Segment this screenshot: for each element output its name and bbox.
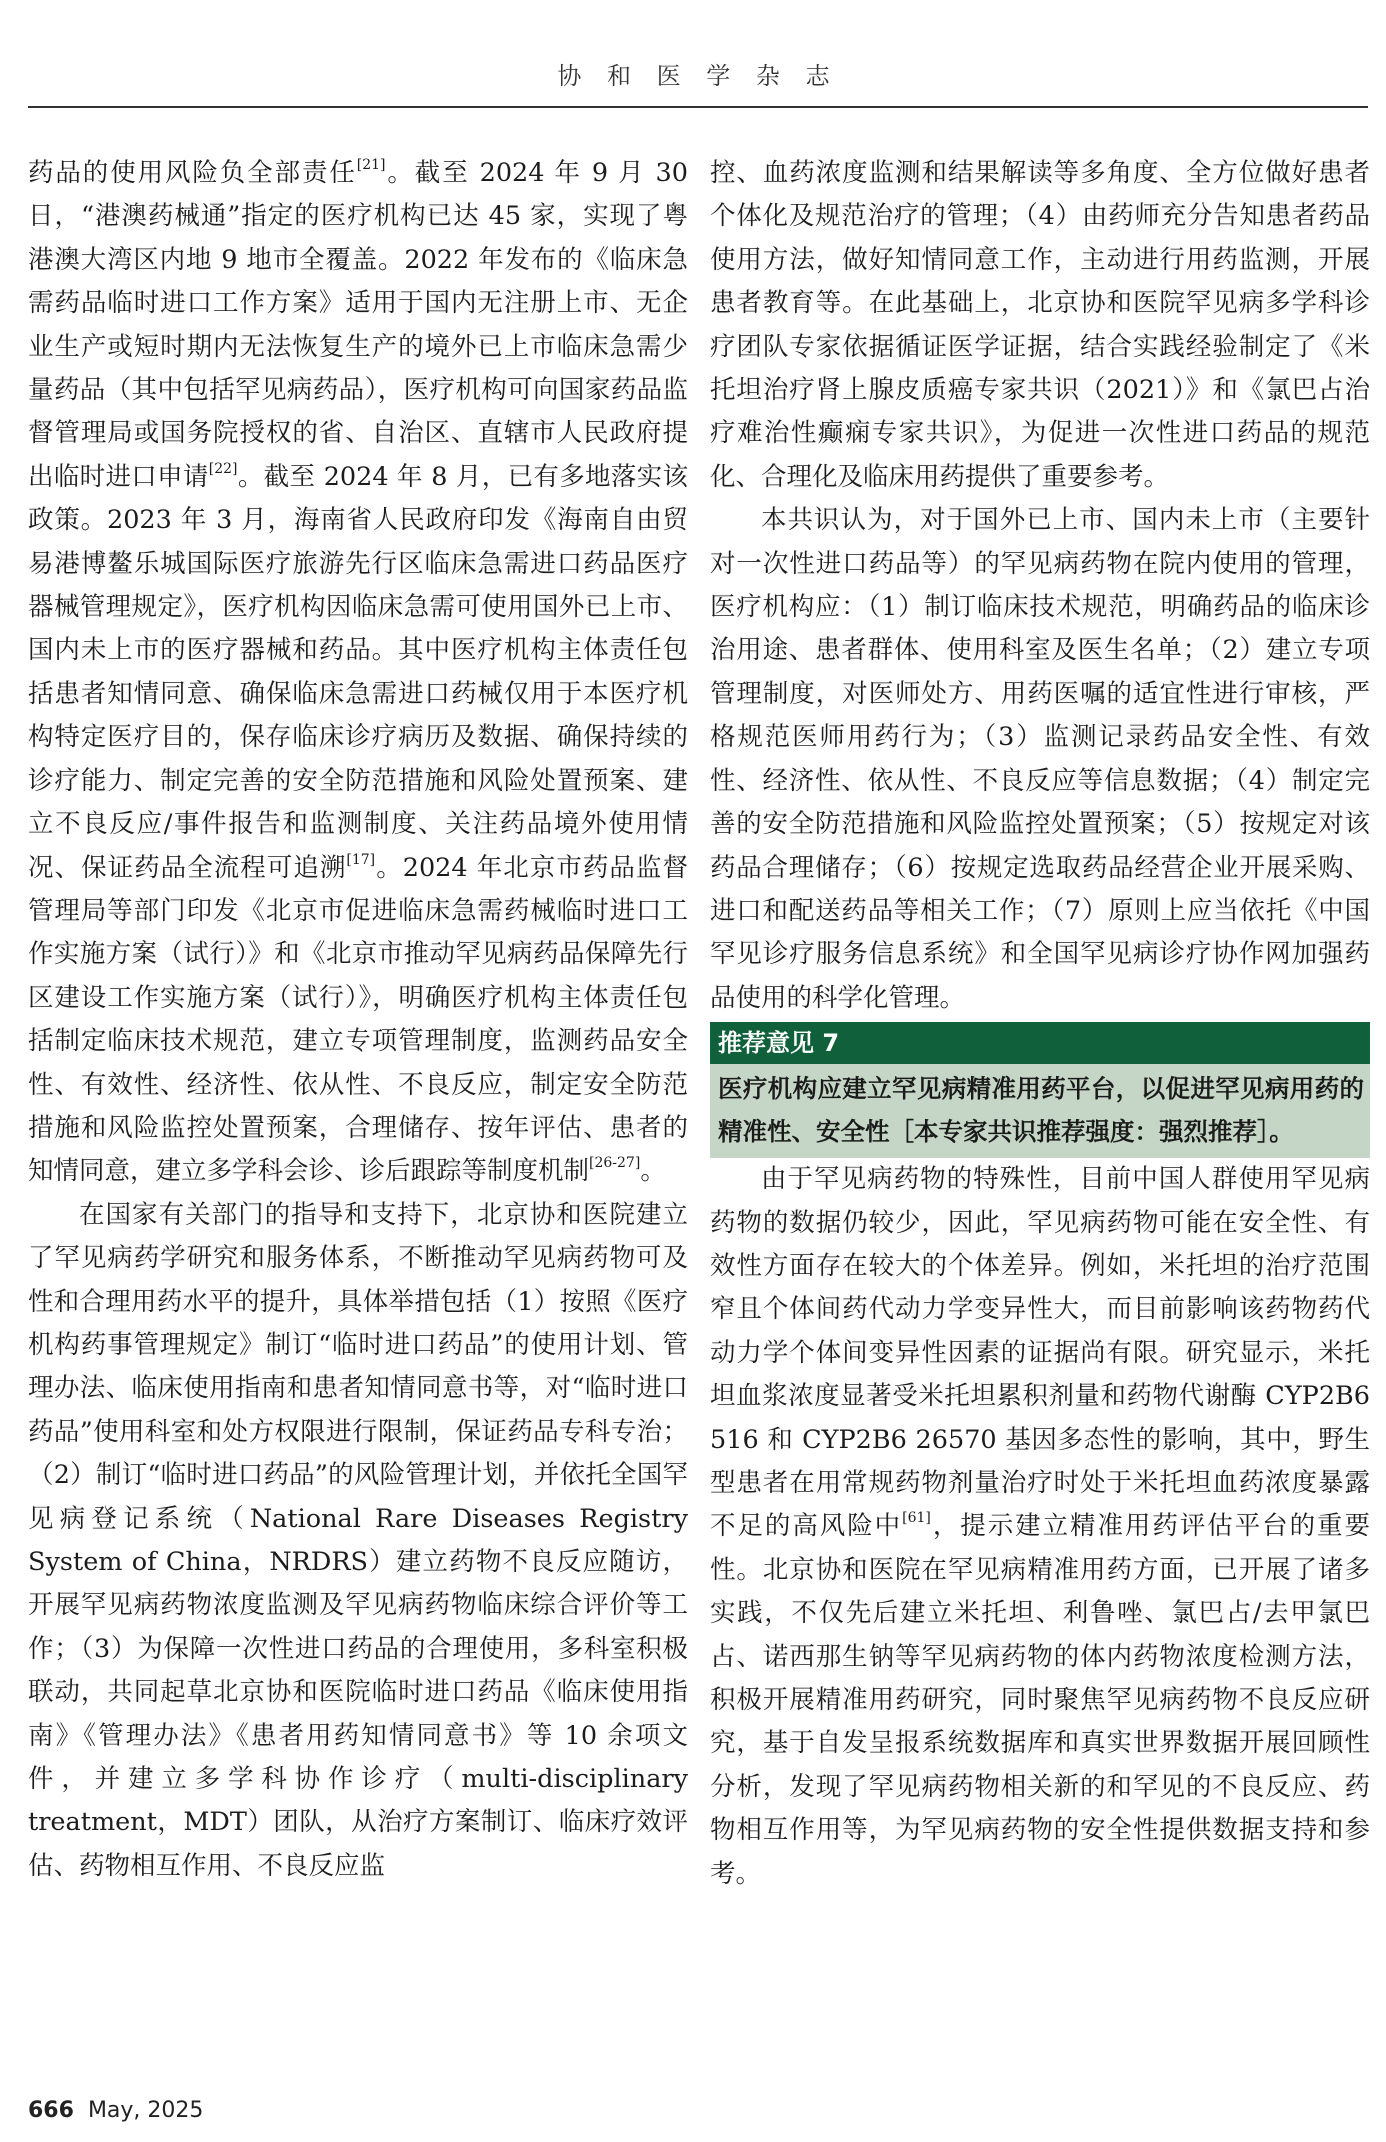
issue-date: May, 2025 [87, 2098, 204, 2123]
journal-title: 协 和 医 学 杂 志 [557, 62, 839, 90]
citation-22: [22] [208, 460, 238, 477]
recommendation-body: 医疗机构应建立罕见病精准用药平台，以促进罕见病用药的精准性、安全性［本专家共识推荐强度：强烈推荐］。 [718, 1074, 1364, 1147]
page-header [28, 0, 1368, 108]
page-number: 666 [28, 2098, 74, 2123]
right-column [710, 152, 1370, 1896]
citation-26-27: [26-27] [589, 1155, 641, 1172]
citation-17: [17] [346, 851, 376, 868]
recommendation-title: 推荐意见 7 [710, 1022, 1370, 1064]
left-paragraph-2: 在国家有关部门的指导和支持下，北京协和医院建立了罕见病药学研究和服务体系，不断推动罕见病药物可及性和合理用药水平的提升，具体举措包括（1）按照《医疗机构药事管理规定》制订“临时进口药品”的使用计划、管理办法、临床使用指南和患者知情同意书等，对“临时进口药品”使用科室和处方权限进行限制，保证药品专科专治；（2）制订“临时进口药品”的风险管理计划，并依托全国罕见病登记系统（National Rare Diseases Registry System of China，NRDRS）建立药物不良反应随访，开展罕见病药物浓度监测及罕见病药物临床综合评价等工作；（3）为保障一次性进口药品的合理使用，多科室积极联动，共同起草北京协和医院临时进口药品《临床使用指南》《管理办法》《患者用药知情同意书》等 10 余项文件，并建立多学科协作诊疗（multi-disciplinary treatment，MDT）团队，从治疗方案制订、临床疗效评估、药物相互作用、不良反应监 [28, 1199, 688, 1881]
left-paragraph-1: 药品的使用风险负全部责任[21]。截至 2024 年 9 月 30 日，“港澳药械通”指定的医疗机构已达 45 家，实现了粤港澳大湾区内地 9 地市全覆盖。2022 年发布的《临床急需药品临时进口工作方案》适用于国内无注册上市、无企业生产或短时期内无法恢复生产的境外已上市临床急需少量药品（其中包括罕见病药品），医疗机构可向国家药品监督管理局或国务院授权的省、自治区、直辖市人民政府提出临时进口申请[22]。截至 2024 年 8 月，已有多地落实该政策。2023 年 3 月，海南省人民政府印发《海南自由贸易港博鳌乐城国际医疗旅游先行区临床急需进口药品医疗器械管理规定》，医疗机构因临床急需可使用国外已上市、国内未上市的医疗器械和药品。其中医疗机构主体责任包括患者知情同意、确保临床急需进口药械仅用于本医疗机构特定医疗目的，保存临床诊疗病历及数据、确保持续的诊疗能力、制定完善的安全防范措施和风险处置预案、建立不良反应/事件报告和监测制度、关注药品境外使用情况、保证药品全流程可追溯[17]。2024 年北京市药品监督管理局等部门印发《北京市促进临床急需药械临时进口工作实施方案（试行）》和《北京市推动罕见病药品保障先行区建设工作实施方案（试行）》，明确医疗机构主体责任包括制定临床技术规范，建立专项管理制度，监测药品安全性、有效性、经济性、依从性、不良反应，制定安全防范措施和风险监控处置预案，合理储存、按年评估、患者的知情同意，建立多学科会诊、诊后跟踪等制度机制[26-27]。 [28, 157, 688, 1187]
citation-61: [61] [902, 1510, 931, 1527]
right-paragraph-1: 控、血药浓度监测和结果解读等多角度、全方位做好患者个体化及规范治疗的管理；（4）由药师充分告知患者药品使用方法，做好知情同意工作，主动进行用药监测，开展患者教育等。在此基础上，北京协和医院罕见病多学科诊疗团队专家依据循证医学证据，结合实践经验制定了《米托坦治疗肾上腺皮质癌专家共识（2021）》和《氯巴占治疗难治性癫痫专家共识》，为促进一次性进口药品的规范化、合理化及临床用药提供了重要参考。 [710, 158, 1370, 492]
citation-21: [21] [356, 157, 386, 173]
recommendation-box [710, 1022, 1370, 1158]
page-footer [28, 2098, 203, 2123]
right-paragraph-2: 本共识认为，对于国外已上市、国内未上市（主要针对一次性进口药品等）的罕见病药物在院内使用的管理，医疗机构应：（1）制订临床技术规范，明确药品的临床诊治用途、患者群体、使用科室及医生名单；（2）建立专项管理制度，对医师处方、用药医嘱的适宜性进行审核，严格规范医师用药行为；（3）监测记录药品安全性、有效性、经济性、依从性、不良反应等信息数据；（4）制定完善的安全防范措施和风险监控处置预案；（5）按规定对该药品合理储存；（6）按规定选取药品经营企业开展采购、进口和配送药品等相关工作；（7）原则上应当依托《中国罕见诊疗服务信息系统》和全国罕见病诊疗协作网加强药品使用的科学化管理。 [710, 505, 1370, 1013]
left-column [28, 152, 688, 1888]
right-paragraph-3: 由于罕见病药物的特殊性，目前中国人群使用罕见病药物的数据仍较少，因此，罕见病药物可能在安全性、有效性方面存在较大的个体差异。例如，米托坦的治疗范围窄且个体间药代动力学变异性大，而目前影响该药物药代动力学个体间变异性因素的证据尚有限。研究显示，米托坦血浆浓度显著受米托坦累积剂量和药物代谢酶 CYP2B6 516 和 CYP2B6 26570 基因多态性的影响，其中，野生型患者在用常规药物剂量治疗时处于米托坦血药浓度暴露不足的高风险中[61]，提示建立精准用药评估平台的重要性。北京协和医院在罕见病精准用药方面，已开展了诸多实践，不仅先后建立米托坦、利鲁唑、氯巴占/去甲氯巴占、诺西那生钠等罕见病药物的体内药物浓度检测方法，积极开展精准用药研究，同时聚焦罕见病药物不良反应研究，基于自发呈报系统数据库和真实世界数据开展回顾性分析，发现了罕见病药物相关新的和罕见的不良反应、药物相互作用等，为罕见病药物的安全性提供数据支持和参考。 [710, 1164, 1370, 1889]
